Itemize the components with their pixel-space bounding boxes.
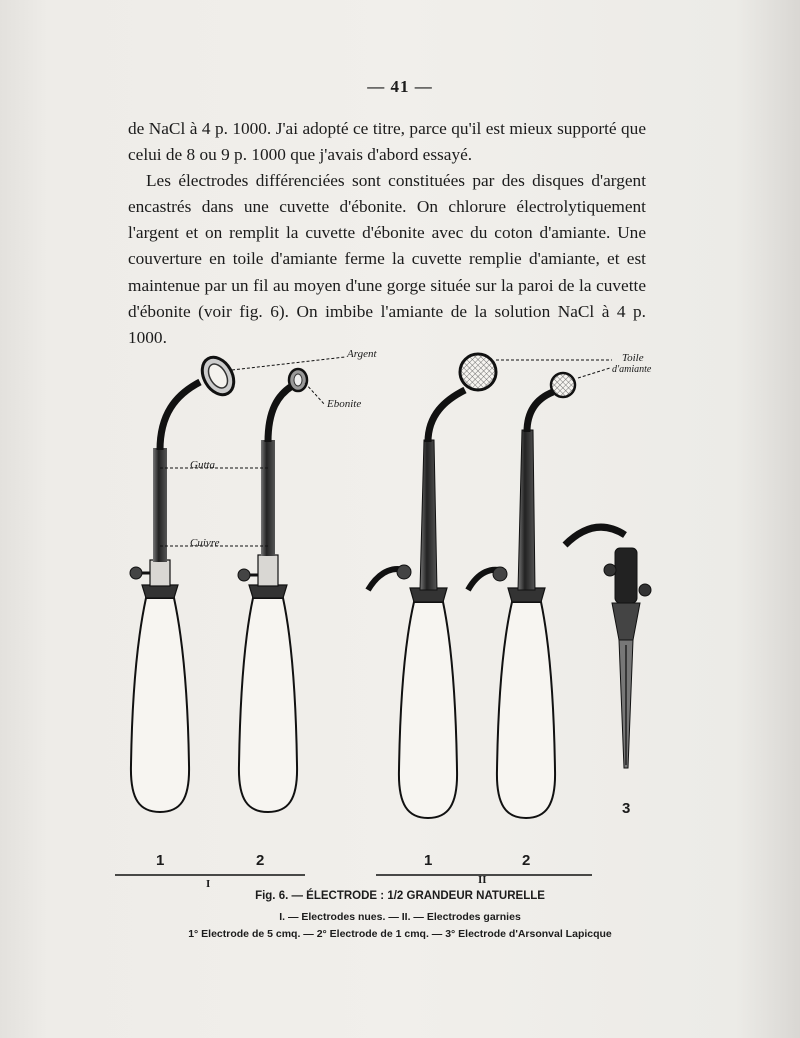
electrode-I-1	[130, 352, 240, 812]
electrode-3	[565, 527, 651, 768]
number-I-2: 2	[256, 852, 265, 869]
page-number: — 41 —	[367, 77, 433, 96]
label-cuivre: Cuivre	[190, 537, 220, 549]
group-label-II: II	[478, 874, 487, 886]
paragraph-1: de NaCl à 4 p. 1000. J'ai adopté ce titre, parce qu'il est mieux supporté que celui de 8 ou 9 p. 1000 que j'avais d'abord essayé.	[128, 119, 646, 165]
label-amiante: d'amiante	[612, 364, 652, 375]
figure-caption-line2: I. — Electrodes nues. — II. — Electrodes garnies	[279, 911, 521, 923]
label-gutta: Gutta	[190, 459, 216, 471]
electrode-figure	[0, 330, 800, 890]
electrode-II-1	[368, 354, 496, 818]
figure-caption-line3: 1° Electrode de 5 cmq. — 2° Electrode de 1 cmq. — 3° Electrode d'Arsonval Lapicque	[188, 928, 612, 940]
electrode-I-2	[238, 369, 307, 812]
figure-caption-title: Fig. 6. — ÉLECTRODE : 1/2 GRANDEUR NATURELLE	[255, 890, 545, 902]
number-II-2: 2	[522, 852, 531, 869]
body-text	[128, 116, 646, 351]
label-toile: Toile	[622, 352, 644, 364]
group-label-I: I	[206, 878, 211, 890]
label-ebonite: Ebonite	[327, 398, 362, 410]
number-II-1: 1	[424, 852, 433, 869]
electrode-II-2	[468, 373, 575, 818]
paragraph-2: Les électrodes différenciées sont constituées par des disques d'argent encastrés dans une cuvette d'ébonite. On chlorure électrolytiquement l'argent et on remplit la cuvette d'ébonite avec du coton d'amiante. Une couverture en toile d'amiante ferme la cuvette remplie d'amiante, et est maintenue par un fil au moyen d'une gorge située sur la paroi de la cuvette d'ébonite (voir fig. 6). On imbibe l'amiante de la solution NaCl à 4 p. 1000.	[128, 171, 646, 347]
number-I-1: 1	[156, 852, 165, 869]
label-argent: Argent	[347, 348, 377, 360]
number-3: 3	[622, 800, 631, 817]
